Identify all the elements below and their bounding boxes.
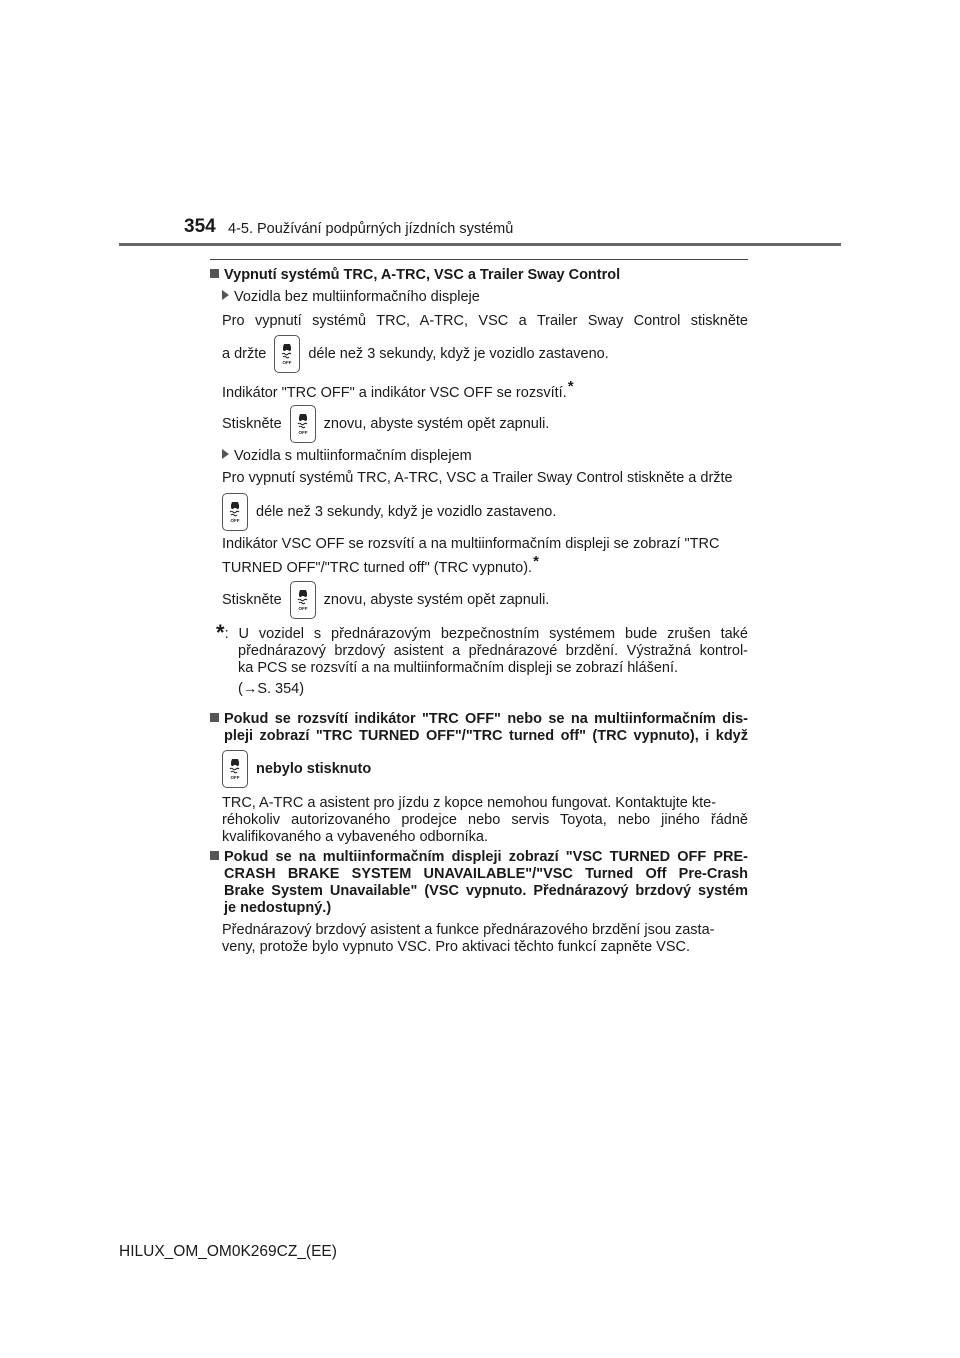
footnote-marker: * (567, 378, 574, 395)
paragraph-line: TURNED OFF"/"TRC turned off" (TRC vypnuto).* (222, 553, 539, 576)
arrow-icon (222, 290, 229, 300)
vsc-off-button-icon (290, 405, 316, 443)
heading-disable-systems: Vypnutí systémů TRC, A-TRC, VSC a Trailer Sway Control (210, 267, 748, 284)
footnote-star: * (216, 620, 225, 645)
arrow-icon (222, 449, 229, 459)
vsc-off-button-icon (274, 335, 300, 373)
page-number: 354 (184, 216, 216, 237)
footnote: *: U vozidel s přednárazovým bezpečnostním systémem bude zrušen také přednárazový brzdový asistent a přednárazové brzdění. Výstražná kontrol- ka PCS se rozsvítí a na multiinformačním displeji se zobrazí hlášení. (→S. 354) (216, 620, 748, 697)
vsc-off-button-icon (290, 581, 316, 619)
paragraph-line: Pro vypnutí systémů TRC, A-TRC, VSC a Trailer Sway Control stiskněte a držte (222, 470, 733, 486)
subheading-with-display: Vozidla s multiinformačním displejem (222, 448, 748, 465)
content-rule (210, 259, 748, 260)
paragraph-line-button: Stiskněte znovu, abyste systém opět zapnuli. (222, 581, 748, 619)
heading-vsc-turned-off: Pokud se na multiinformačním displeji zobrazí "VSC TURNED OFF PRE- CRASH BRAKE SYSTEM UNAVAILABLE"/"VSC Turned Off Pre-Crash Brake System Unavailable" (VSC vypnuto. Přednárazový brzdový systém je nedostupný.) (210, 849, 748, 917)
document-code: HILUX_OM_OM0K269CZ_(EE) (119, 1243, 337, 1260)
paragraph-line: Indikátor VSC OFF se rozsvítí a na multiinformačním displeji se zobrazí "TRC (222, 536, 720, 552)
paragraph-line-button: déle než 3 sekundy, když je vozidlo zastaveno. (214, 493, 740, 531)
paragraph-line-button: Stiskněte znovu, abyste systém opět zapnuli. (222, 405, 748, 443)
vsc-off-button-icon (222, 493, 248, 531)
paragraph: Přednárazový brzdový asistent a funkce přednárazového brzdění jsou zasta- veny, protože bylo vypnuto VSC. Pro aktivaci těchto funkcí zapněte VSC. (222, 922, 715, 955)
heading-square (210, 713, 219, 722)
header-rule (119, 243, 841, 246)
heading-square (210, 851, 219, 860)
heading-square (210, 269, 219, 278)
section-title: 4-5. Používání podpůrných jízdních systémů (228, 221, 514, 237)
footnote-marker: * (533, 553, 539, 570)
heading-line-button: nebylo stisknuto (214, 750, 740, 788)
paragraph: TRC, A-TRC a asistent pro jízdu z kopce nemohou fungovat. Kontaktujte kte- réhokoliv autorizovaného prodejce nebo servis Toyota, nebo jiného řádně kvalifikovaného a vybaveného odborníka. (222, 795, 748, 845)
paragraph-line: Indikátor "TRC OFF" a indikátor VSC OFF se rozsvítí.* (222, 378, 574, 401)
subheading-without-display: Vozidla bez multiinformačního displeje (222, 289, 748, 306)
heading-trc-off-lit: Pokud se rozsvítí indikátor "TRC OFF" nebo se na multiinformačním dis- pleji zobrazí "TRC TURNED OFF"/"TRC turned off" (TRC vypnuto), i když (210, 711, 748, 745)
paragraph-line-button: a držte déle než 3 sekundy, když je vozidlo zastaveno. (222, 335, 748, 373)
vsc-off-button-icon (222, 750, 248, 788)
page-reference: (→S. 354) (238, 681, 305, 697)
paragraph-line: Pro vypnutí systémů TRC, A-TRC, VSC a Trailer Sway Control stiskněte (222, 313, 748, 329)
